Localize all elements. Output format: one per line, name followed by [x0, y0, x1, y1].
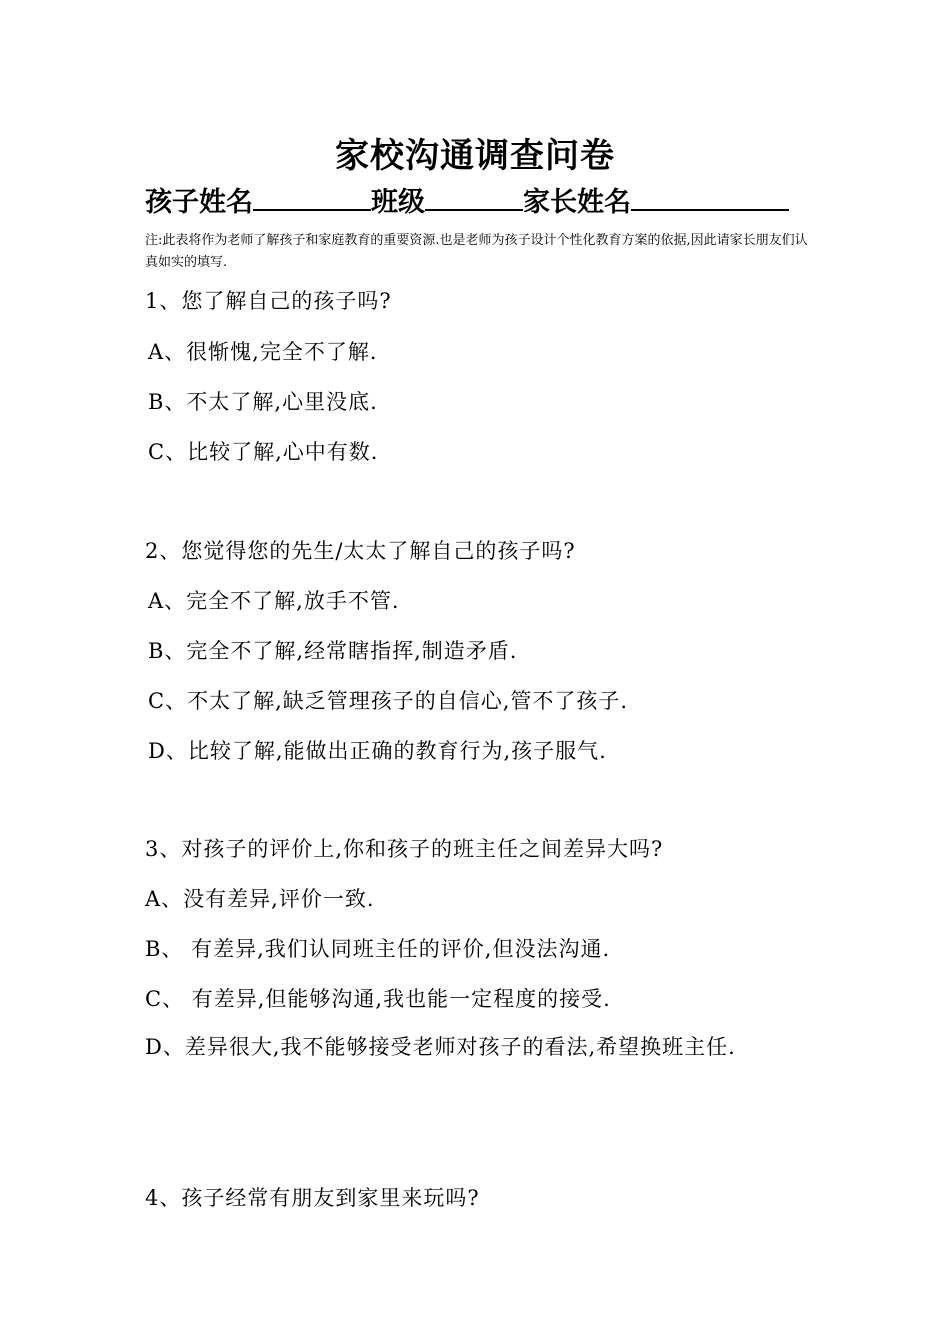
class-blank[interactable] — [425, 183, 523, 211]
question-2-option-c[interactable]: C、不太了解,缺乏管理孩子的自信心,管不了孩子. — [148, 689, 629, 713]
child-name-label: 孩子姓名 — [145, 187, 253, 218]
question-4: 4、孩子经常有朋友到家里来玩吗? — [145, 1186, 480, 1210]
question-3-option-c[interactable]: C、 有差异,但能够沟通,我也能一定程度的接受. — [145, 987, 611, 1011]
question-2-option-b[interactable]: B、完全不了解,经常瞎指挥,制造矛盾. — [148, 639, 518, 663]
question-1: 1、您了解自己的孩子吗? — [145, 289, 392, 313]
question-1-option-b[interactable]: B、不太了解,心里没底. — [148, 390, 378, 414]
question-1-option-a[interactable]: A、很惭愧,完全不了解. — [148, 340, 378, 364]
child-name-blank[interactable] — [253, 183, 371, 211]
question-3-option-b[interactable]: B、 有差异,我们认同班主任的评价,但没法沟通. — [145, 937, 611, 961]
question-2: 2、您觉得您的先生/太太了解自己的孩子吗? — [145, 539, 576, 563]
instruction-note: 注:此表将作为老师了解孩子和家庭教育的重要资源.也是老师为孩子设计个性化教育方案的依据,因此请家长朋友们认真如实的填写. — [145, 233, 808, 270]
question-3-option-a[interactable]: A、没有差异,评价一致. — [145, 887, 375, 911]
class-label: 班级 — [371, 187, 425, 218]
parent-name-blank[interactable] — [631, 183, 789, 211]
page-title: 家校沟通调查问卷 — [335, 136, 615, 176]
question-2-option-a[interactable]: A、完全不了解,放手不管. — [148, 589, 400, 613]
question-1-option-c[interactable]: C、比较了解,心中有数. — [148, 440, 379, 464]
info-fields — [145, 180, 789, 219]
question-3-option-d[interactable]: D、差异很大,我不能够接受老师对孩子的看法,希望换班主任. — [145, 1035, 736, 1059]
question-3: 3、对孩子的评价上,你和孩子的班主任之间差异大吗? — [145, 837, 664, 861]
parent-name-label: 家长姓名 — [523, 187, 631, 218]
question-2-option-d[interactable]: D、比较了解,能做出正确的教育行为,孩子服气. — [148, 739, 607, 763]
